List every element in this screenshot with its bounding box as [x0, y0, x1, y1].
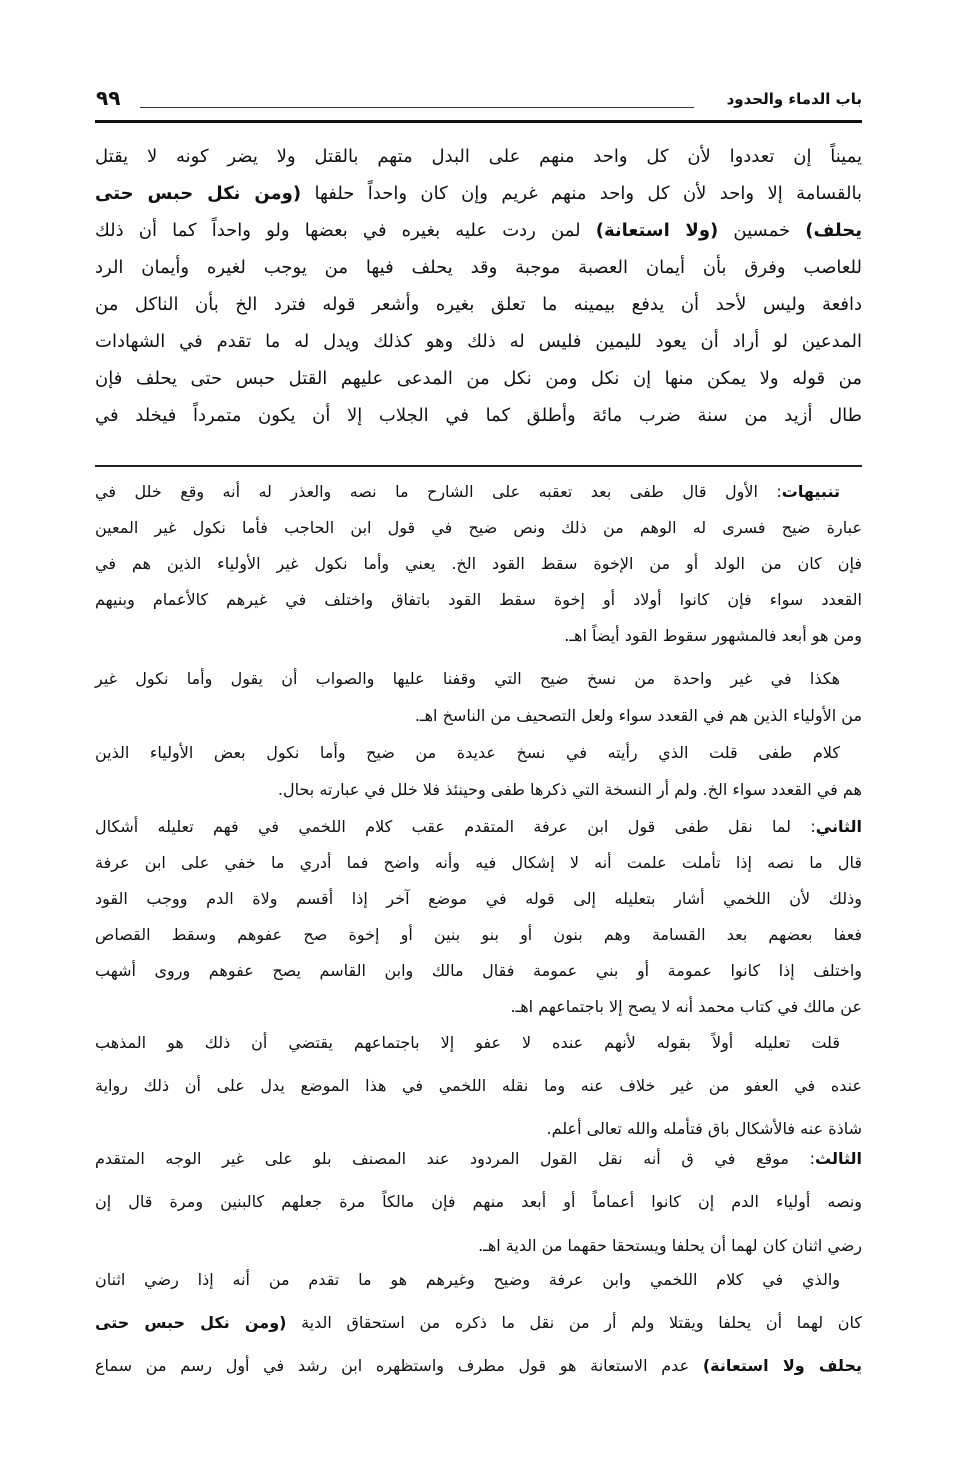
- text-line: [95, 1313, 862, 1332]
- text-line: [95, 853, 862, 872]
- text-segment: عبارة ضيح فسرى له الوهم من ذلك ونص ضيح في قول ابن الحاجب فأما نكول غير المعين: [95, 518, 862, 537]
- text-line: [95, 518, 862, 537]
- bold-text: الثاني: [815, 817, 862, 836]
- text-line: [95, 1192, 862, 1211]
- text-segment: فعفا بعضهم بعد القسامة وهم بنون أو بنو بنين أو إخوة صح عفوهم وسقط القصاص: [95, 925, 862, 944]
- text-segment: : الأول قال طفى بعد تعقبه على الشارح ما نصه والعذر له أنه وقع خلل في: [95, 482, 782, 501]
- text-segment: رضي اثنان كان لهما أن يحلفا ويستحقا حقهما من الدية اهـ.: [478, 1236, 862, 1255]
- text-segment: كان لهما أن يحلفا ويقتلا ولم أر من نقل ما ذكره من استحقاق الدية: [286, 1313, 862, 1332]
- text-segment: ومن هو أبعد فالمشهور سقوط القود أيضاً اهـ.: [564, 626, 862, 645]
- text-segment: ونصه أولياء الدم إن كانوا أعماماً أو أبعد منهم فإن مالكاً مرة جعلهم كالبنين ومرة قال إن: [95, 1192, 862, 1211]
- bold-text: الثالث: [815, 1149, 862, 1168]
- text-segment: لمن ردت عليه بغيره في بعضها ولو واحداً كما أن ذلك: [94, 220, 596, 241]
- text-segment: قال ما نصه إذا تأملت علمت أنه لا إشكال فيه وأنه واضح فما أدري ما خفي على ابن عرفة: [95, 853, 862, 872]
- text-line: [95, 1076, 862, 1095]
- text-segment: شاذة عنه فالأشكال باق فتأمله والله تعالى أعلم.: [546, 1119, 862, 1138]
- text-segment: هكذا في غير واحدة من نسخ ضيح التي وقفنا عليها والصواب أن يقول وأما نكول غير: [95, 669, 840, 688]
- text-segment: من الأولياء الذين هم في القعدد سواء ولعل التصحيف من الناسخ اهـ.: [414, 706, 862, 725]
- text-segment: قلت تعليله أولاً بقوله لأنهم عنده لا عفو إلا باجتماعهم يقتضي أن ذلك هو المذهب: [95, 1033, 840, 1052]
- text-segment: كلام طفى قلت الذي رأيته في نسخ عديدة من ضيح وأما نكول بعض الأولياء الذين: [95, 743, 840, 762]
- page-number: ٩٩: [96, 86, 121, 110]
- text-line: [564, 626, 862, 645]
- text-segment: : لما نقل طفى قول ابن عرفة المتقدم عقب كلام اللخمي في فهم تعليله أشكال: [95, 817, 816, 836]
- text-segment: دافعة وليس لأحد أن يدفع بيمينه ما تعلق بغيره وأشعر قوله فترد الخ بأن الناكل من: [95, 294, 862, 315]
- text-line: [95, 1270, 840, 1289]
- header-rule: [95, 120, 862, 123]
- text-segment: من قوله ولا يمكن منها إن نكل ومن نكل من المدعى عليهم القتل حبس حتى يحلف فإن: [95, 368, 862, 389]
- text-line: [95, 482, 840, 501]
- text-segment: طال أزيد من سنة ضرب مائة وأطلق كما في الجلاب إلا أن يكون متمرداً فيخلد في: [95, 405, 862, 426]
- text-line: [95, 925, 862, 944]
- text-segment: والذي في كلام اللخمي وابن عرفة وضيح وغيرهم هو ما تقدم من أنه إذا رضي اثنان: [95, 1270, 840, 1289]
- text-line: [95, 1356, 862, 1375]
- text-segment: : موقع في ق أنه نقل القول المردود عند المصنف بلو على غير الوجه المتقدم: [95, 1149, 816, 1168]
- bold-text: يحلف ولا استعانة): [702, 1356, 862, 1375]
- text-segment: وذلك لأن اللخمي أشار بتعليله إلى قوله في موضع آخر إذا أقسم ولاة الدم ووجب القود: [95, 889, 862, 908]
- text-line: [95, 590, 862, 609]
- text-segment: بالقسامة إلا واحد لأن كل واحد منهم غريم وإن كان واحداً حلفها: [301, 183, 862, 204]
- text-segment: فإن كان من الولد أو من الإخوة سقط القود الخ. يعني وأما نكول غير الأولياء الذين هم في: [95, 554, 862, 573]
- text-line: [547, 1119, 862, 1138]
- bold-text: (ومن نكل حبس حتى: [95, 183, 302, 204]
- text-line: [95, 405, 862, 426]
- text-line: [95, 889, 862, 908]
- text-segment: واختلف إذا كانوا عمومة أو بني عمومة فقال مالك وابن القاسم يصح عفوهم وروى أشهب: [95, 961, 862, 980]
- text-segment: عدم الاستعانة هو قول مطرف واستظهره ابن رشد في أول رسم من سماع: [94, 1356, 703, 1375]
- text-line: [510, 997, 862, 1016]
- text-line: [95, 1033, 840, 1052]
- text-line: [415, 706, 862, 725]
- bold-text: يحلف): [805, 220, 862, 241]
- text-line: [95, 368, 862, 389]
- chapter-title: باب الدماء والحدود: [726, 90, 862, 108]
- bold-text: (ومن نكل حبس حتى: [95, 1313, 287, 1332]
- text-segment: عن مالك في كتاب محمد أنه لا يصح إلا باجتماعهم اهـ.: [510, 997, 862, 1016]
- text-segment: عنده في العفو من غير خلاف عنه وما نقله اللخمي في هذا الموضع يدل على أن ذلك رواية: [95, 1076, 862, 1095]
- text-line: [95, 961, 862, 980]
- text-segment: المدعين لو أراد أن يعود لليمين فليس له ذلك وهو كذلك ويدل له ما تقدم في الشهادات: [95, 331, 862, 352]
- text-line: [95, 1149, 862, 1168]
- text-line: [95, 817, 862, 836]
- text-line: [95, 183, 862, 204]
- text-line: [95, 669, 840, 688]
- text-line: [95, 257, 862, 278]
- text-line: [95, 146, 862, 167]
- text-line: [95, 220, 862, 241]
- text-segment: هم في القعدد سواء الخ. ولم أر النسخة التي ذكرها طفى وحينئذ فلا خلل في عبارته بحال.: [277, 780, 862, 799]
- text-segment: يميناً إن تعددوا لأن كل واحد منهم على البدل متهم بالقتل ولا يضر كونه لا يقتل: [95, 146, 862, 167]
- text-segment: خمسين: [718, 220, 806, 241]
- text-line: [95, 554, 862, 573]
- header-divider: [140, 107, 694, 108]
- bold-text: تنبيهات: [781, 482, 840, 501]
- text-line: [95, 743, 840, 762]
- text-line: [278, 780, 862, 799]
- text-line: [95, 294, 862, 315]
- text-segment: للعاصب وفرق بأن أيمان العصبة موجبة وقد يحلف فيها من يوجب لغيره وأيمان الرد: [95, 257, 862, 278]
- text-line: [95, 331, 862, 352]
- text-segment: القعدد سواء فإن كانوا أولاد أو إخوة سقط القود باتفاق واختلف في غيرهم كالأعمام وبنيهم: [95, 590, 862, 609]
- text-line: [478, 1236, 862, 1255]
- bold-text: (ولا استعانة): [595, 220, 719, 241]
- footnote-separator: [95, 465, 862, 467]
